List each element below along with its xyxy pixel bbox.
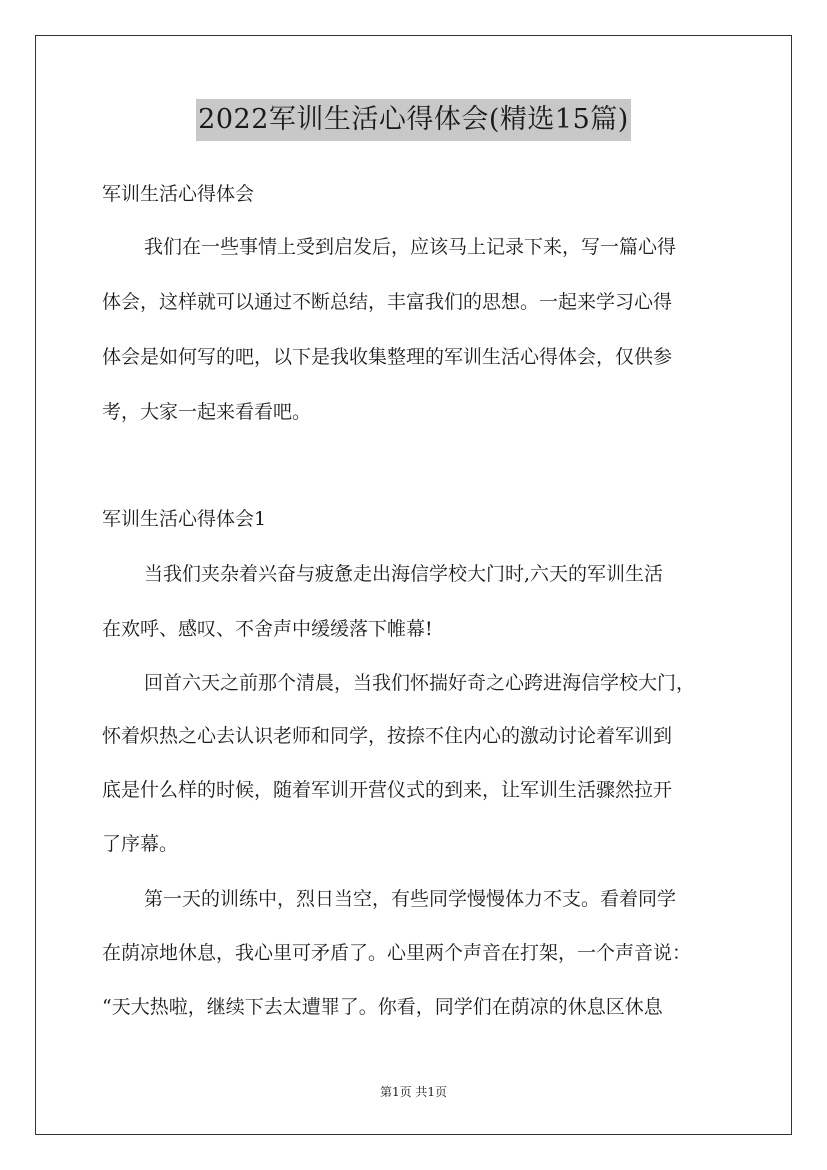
intro-line-2: 体会，这样就可以通过不断总结，丰富我们的思想。一起来学习心得 — [102, 291, 673, 313]
body-line-7: 第一天的训练中，烈日当空，有些同学慢慢体力不支。看着同学 — [144, 888, 677, 910]
intro-line-1: 我们在一些事情上受到启发后，应该马上记录下来，写一篇心得 — [144, 236, 677, 258]
body-line-9: “天大热啦，继续下去太遭罪了。你看，同学们在荫凉的休息区休息 — [102, 996, 663, 1018]
document-title-container — [0, 99, 827, 141]
body-line-4: 怀着炽热之心去认识老师和同学，按捺不住内心的激动讨论着军训到 — [102, 725, 673, 747]
body-line-2: 在欢呼、感叹、不舍声中缓缓落下帷幕! — [102, 618, 433, 640]
intro-line-3: 体会是如何写的吧，以下是我收集整理的军训生活心得体会，仅供参 — [102, 346, 673, 368]
section-1-heading: 军训生活心得体会1 — [102, 508, 267, 530]
body-line-3: 回首六天之前那个清晨，当我们怀揣好奇之心跨进海信学校大门， — [144, 672, 696, 694]
body-line-1: 当我们夹杂着兴奋与疲惫走出海信学校大门时,六天的军训生活 — [144, 563, 664, 585]
page-footer: 第1页 共1页 — [379, 1085, 448, 1099]
body-line-8: 在荫凉地休息，我心里可矛盾了。心里两个声音在打架，一个声音说： — [102, 942, 692, 964]
body-line-5: 底是什么样的时候，随着军训开营仪式的到来，让军训生活骤然拉开 — [102, 779, 673, 801]
body-line-6: 了序幕。 — [102, 833, 179, 855]
document-title: 2022军训生活心得体会(精选15篇) — [196, 99, 631, 141]
section-heading: 军训生活心得体会 — [102, 183, 255, 205]
intro-line-4: 考，大家一起来看看吧。 — [102, 401, 312, 423]
